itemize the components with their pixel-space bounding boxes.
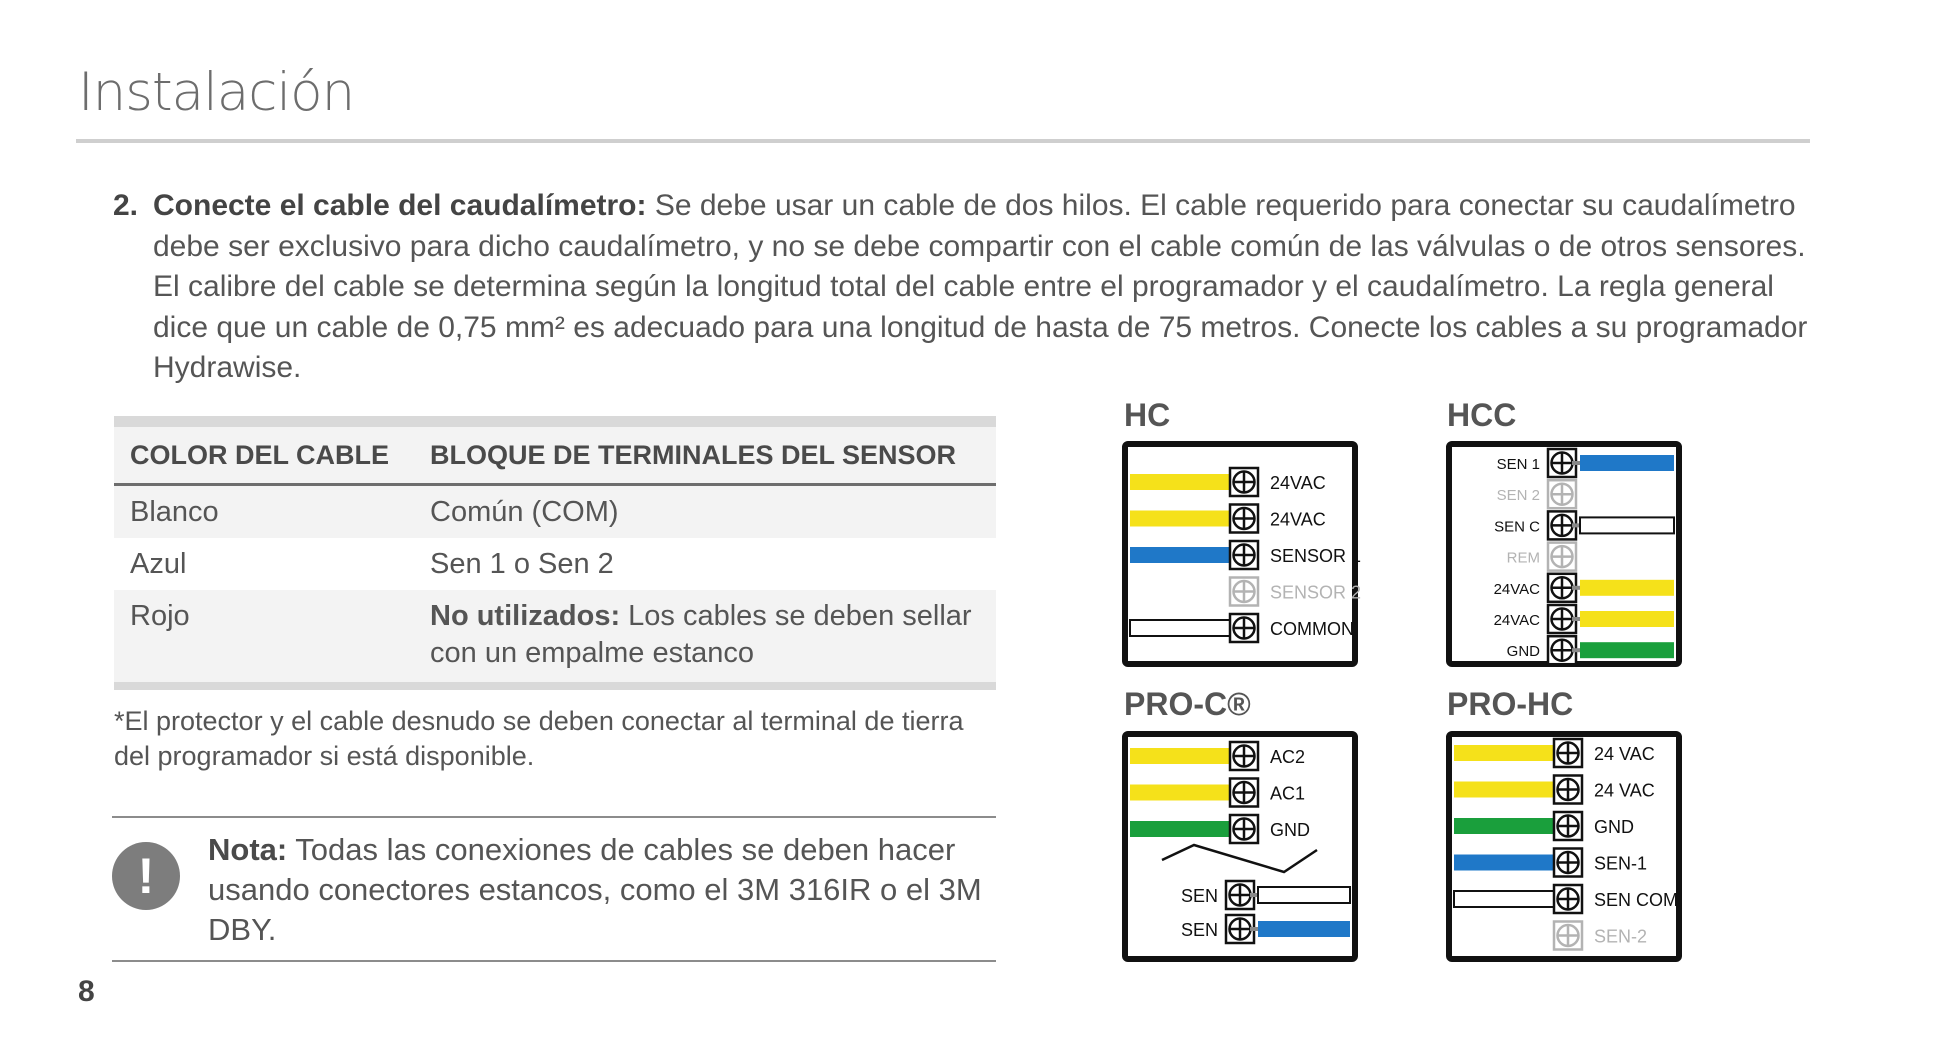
terminal-label: SEN-1 (1594, 853, 1648, 874)
wire-green (1130, 821, 1236, 837)
terminal-screw-icon (1548, 605, 1576, 633)
diagram-title-proc: PRO-C® (1124, 686, 1251, 722)
terminal-label: SEN (1180, 886, 1218, 906)
wire-white (1580, 517, 1674, 533)
terminal-screw-icon (1554, 739, 1582, 767)
terminal-screw-icon (1230, 614, 1258, 642)
terminal-screw-icon (1548, 543, 1576, 571)
diagram-title-hcc: HCC (1447, 397, 1517, 433)
terminal-label: SEN-2 (1594, 926, 1648, 947)
step-body (153, 186, 1813, 389)
terminal-label: GND (1506, 643, 1540, 661)
cell-color: Azul (130, 547, 187, 580)
wire-tip (1572, 523, 1580, 527)
cell-terminal-bold: No utilizados: (430, 600, 621, 632)
wire-blue (1454, 855, 1562, 871)
terminal-label: COMMON (1270, 619, 1354, 639)
wire-yellow (1580, 580, 1674, 596)
wire-yellow (1454, 745, 1562, 761)
note-text (208, 830, 988, 950)
header-terminal-block: BLOQUE DE TERMINALES DEL SENSOR (430, 439, 957, 470)
table-header-row (114, 427, 996, 486)
terminal-label: SENSOR 2 (1270, 582, 1362, 603)
wire-white (1258, 887, 1350, 903)
step-text: Se debe usar un cable de dos hilos. El cable requerido para conectar su caudalímetro debe ser exclusivo para dicho caudalímetro, y no se debe compartir con el cable común de las válvulas o de otros sensores. El calibre del cable se determina según la longitud total del cable entre el programador y el caudalímetro. La regla general dice que un cable de 0,75 mm² es adecuado para una longitud de hasta de 75 metros. Conecte los cables a su programador Hydrawise. (153, 189, 1808, 384)
header-cable-color: COLOR DEL CABLE (130, 439, 390, 470)
terminal-screw-icon (1230, 468, 1258, 496)
wire-green (1580, 642, 1674, 658)
table-top-bar (114, 416, 996, 427)
note-divider-bottom (112, 960, 996, 962)
wire-blue (1258, 921, 1350, 937)
terminal-screw-icon (1554, 922, 1582, 950)
terminal-label: SEN (1180, 920, 1218, 940)
terminal-screw-icon (1554, 812, 1582, 840)
terminal-screw-icon (1230, 541, 1258, 569)
terminal-screw-icon (1230, 578, 1258, 606)
wire-yellow (1130, 785, 1236, 801)
terminal-label: REM (1506, 549, 1540, 567)
terminal-screw-icon (1554, 885, 1582, 913)
table-row (114, 486, 996, 538)
wire-white (1130, 620, 1236, 636)
title-divider (76, 139, 1810, 143)
diagram-title-prohc: PRO-HC (1447, 686, 1574, 722)
terminal-screw-icon (1226, 915, 1254, 943)
page-number: 8 (78, 975, 95, 1008)
terminal-label: 24VAC (1270, 473, 1326, 493)
terminal-label: SEN 2 (1496, 487, 1540, 505)
terminal-screw-icon (1554, 849, 1582, 877)
terminal-screw-icon (1548, 449, 1576, 477)
cell-terminal: Común (COM) (430, 495, 619, 528)
cell-color: Rojo (130, 600, 190, 632)
terminal-screw-icon (1554, 776, 1582, 804)
terminal-label: GND (1594, 817, 1634, 837)
wire-tip (1572, 586, 1580, 590)
wire-tip (1250, 927, 1258, 931)
terminal-screw-icon (1548, 574, 1576, 602)
terminal-screw-icon (1230, 505, 1258, 533)
wire-tip (1572, 617, 1580, 621)
cell-terminal-text: Los cables se deben sellar con un empalme estanco (430, 600, 972, 669)
wire-green (1454, 818, 1562, 834)
terminal-label: SEN 1 (1496, 456, 1540, 473)
wire-yellow (1580, 611, 1674, 627)
wire-tip (1572, 648, 1580, 652)
terminal-label: SENSOR 1 (1270, 546, 1362, 566)
terminal-screw-icon (1230, 742, 1258, 770)
terminal-label: 24 VAC (1594, 744, 1655, 764)
table-bottom-bar (114, 682, 996, 690)
terminal-label: SEN COM (1594, 890, 1679, 910)
page-title: Instalación (78, 62, 355, 123)
terminal-label: SEN C (1494, 518, 1540, 536)
step-heading: Conecte el cable del caudalímetro: (153, 189, 647, 222)
wire-yellow (1130, 748, 1236, 764)
note-body: Todas las conexiones de cables se deben hacer usando conectores estancos, como el 3M 316IR o el 3M DBY. (208, 832, 982, 947)
terminal-label: 24VAC (1493, 580, 1540, 598)
footnote: *El protector y el cable desnudo se deben conectar al terminal de tierra del programador si está disponible. (114, 706, 964, 771)
terminal-screw-icon (1548, 636, 1576, 664)
wiring-diagrams (1120, 390, 1700, 990)
wire-color-table (114, 416, 996, 690)
wire-yellow (1130, 511, 1236, 527)
wire-blue (1130, 547, 1236, 563)
cell-terminal: Sen 1 o Sen 2 (430, 547, 614, 580)
exclamation-icon: ! (112, 842, 180, 910)
note-label: Nota: (208, 832, 288, 867)
cell-terminal (418, 598, 996, 682)
terminal-label: GND (1270, 820, 1310, 840)
table-row (114, 538, 996, 590)
diagram-title-hc: HC (1124, 397, 1171, 433)
terminal-screw-icon (1226, 881, 1254, 909)
terminal-label: 24VAC (1493, 612, 1540, 629)
wire-tip (1572, 461, 1580, 465)
terminal-label: AC1 (1270, 783, 1306, 804)
cell-color: Blanco (130, 495, 219, 528)
terminal-screw-icon (1230, 779, 1258, 807)
step-2 (113, 186, 1813, 389)
wire-tip (1250, 893, 1258, 897)
terminal-screw-icon (1548, 480, 1576, 508)
wire-yellow (1130, 474, 1236, 490)
wire-blue (1580, 455, 1674, 471)
terminal-screw-icon (1230, 815, 1258, 843)
wire-white (1454, 891, 1562, 907)
wire-yellow (1454, 782, 1562, 798)
terminal-label: 24 VAC (1594, 780, 1655, 801)
step-number: 2. (113, 189, 139, 222)
terminal-label: AC2 (1270, 747, 1306, 767)
note-divider-top (112, 816, 996, 818)
terminal-screw-icon (1548, 511, 1576, 539)
terminal-label: 24VAC (1270, 509, 1326, 530)
table-row (114, 590, 996, 682)
